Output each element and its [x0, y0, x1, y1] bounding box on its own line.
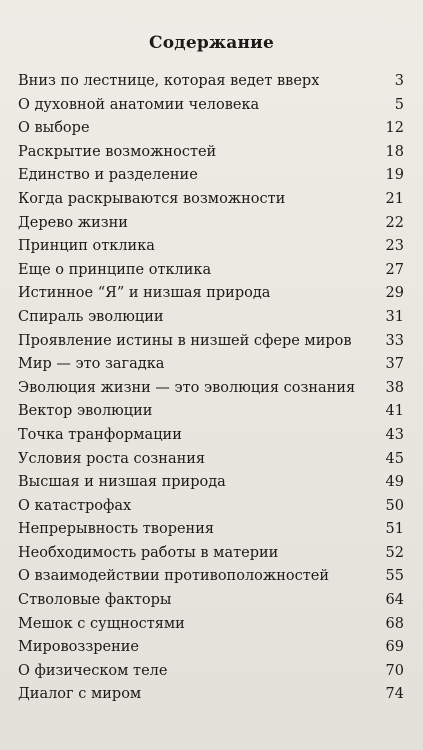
- toc-entry-page: 45: [385, 450, 404, 467]
- toc-entry: [18, 542, 404, 566]
- toc-entry: [18, 259, 404, 283]
- toc-entry-title: Вектор эволюции: [18, 403, 153, 420]
- toc-entry-page: 69: [385, 639, 404, 656]
- toc-entry-title: Стволовые факторы: [18, 592, 172, 609]
- toc-entry-title: Условия роста сознания: [18, 450, 206, 467]
- toc-entry: [18, 636, 404, 660]
- toc-entry-page: 12: [385, 120, 404, 137]
- toc-entry-title: Высшая и низшая природа: [18, 474, 226, 491]
- toc-entry: [18, 235, 404, 259]
- toc-entry: [18, 117, 404, 141]
- toc-entry: [18, 94, 404, 118]
- toc-entry-page: 43: [385, 426, 404, 443]
- toc-entry: [18, 495, 404, 519]
- page-title: Содержание: [149, 33, 274, 53]
- toc-entry-title: Эволюция жизни — это эволюция сознания: [18, 379, 356, 396]
- table-of-contents: [18, 70, 404, 707]
- toc-entry-title: Дерево жизни: [18, 214, 128, 231]
- toc-entry: [18, 306, 404, 330]
- toc-entry-title: Когда раскрываются возможности: [18, 190, 286, 207]
- toc-entry-title: Принцип отклика: [18, 238, 155, 255]
- toc-entry-title: Непрерывность творения: [18, 521, 215, 538]
- toc-entry-page: 3: [394, 73, 404, 89]
- toc-entry-title: Еще о принципе отклика: [18, 261, 212, 278]
- toc-entry: [18, 70, 404, 94]
- toc-entry-title: Диалог с миром: [18, 686, 142, 703]
- toc-entry: [18, 613, 404, 637]
- toc-entry-page: 31: [385, 308, 404, 325]
- toc-entry-title: Проявление истины в низшей сфере миров: [18, 332, 352, 349]
- toc-entry: [18, 330, 404, 354]
- toc-entry: [18, 377, 404, 401]
- toc-entry: [18, 565, 404, 589]
- toc-entry-page: 52: [385, 544, 404, 561]
- toc-entry-title: Истинное “Я” и низшая природа: [18, 285, 271, 302]
- toc-entry-page: 27: [385, 261, 404, 278]
- toc-entry-page: 49: [385, 474, 404, 491]
- toc-entry-title: Вниз по лестнице, которая ведет вверх: [18, 73, 320, 89]
- toc-entry-title: Единство и разделение: [18, 167, 198, 184]
- toc-entry-page: 37: [385, 356, 404, 373]
- toc-entry-page: 41: [385, 403, 404, 420]
- toc-entry-title: Мировоззрение: [18, 639, 140, 656]
- toc-entry: [18, 448, 404, 472]
- toc-entry-title: Спираль эволюции: [18, 308, 164, 325]
- toc-entry-page: 38: [385, 379, 404, 396]
- toc-entry: [18, 164, 404, 188]
- toc-entry-page: 19: [385, 167, 404, 184]
- toc-entry: [18, 353, 404, 377]
- toc-entry: [18, 424, 404, 448]
- toc-entry-page: 5: [394, 96, 404, 113]
- toc-entry-title: Точка транформации: [18, 426, 182, 443]
- toc-entry-page: 68: [385, 615, 404, 632]
- toc-entry-page: 18: [385, 143, 404, 160]
- toc-entry: [18, 589, 404, 613]
- toc-entry-title: О взаимодействии противоположностей: [18, 568, 330, 585]
- toc-entry-page: 74: [385, 686, 404, 703]
- toc-entry-title: О выборе: [18, 120, 90, 137]
- toc-entry-title: Мир — это загадка: [18, 356, 165, 373]
- toc-entry: [18, 471, 404, 495]
- toc-entry-page: 64: [385, 592, 404, 609]
- toc-entry: [18, 660, 404, 684]
- toc-entry: [18, 400, 404, 424]
- toc-entry-title: О физическом теле: [18, 662, 168, 679]
- toc-entry: [18, 141, 404, 165]
- toc-entry-title: Необходимость работы в материи: [18, 544, 279, 561]
- toc-entry-page: 50: [385, 497, 404, 514]
- toc-entry-page: 22: [385, 214, 404, 231]
- toc-entry: [18, 683, 404, 707]
- toc-entry-title: Раскрытие возможностей: [18, 143, 217, 160]
- toc-entry-title: О духовной анатомии человека: [18, 96, 260, 113]
- toc-entry-title: Мешок с сущностями: [18, 615, 185, 632]
- toc-entry-page: 55: [385, 568, 404, 585]
- toc-entry-page: 33: [385, 332, 404, 349]
- toc-entry-page: 21: [385, 190, 404, 207]
- toc-entry: [18, 188, 404, 212]
- toc-entry: [18, 212, 404, 236]
- toc-entry-page: 51: [385, 521, 404, 538]
- toc-entry: [18, 282, 404, 306]
- toc-entry-page: 70: [385, 662, 404, 679]
- toc-entry-page: 23: [385, 238, 404, 255]
- toc-entry: [18, 518, 404, 542]
- toc-entry-page: 29: [385, 285, 404, 302]
- toc-entry-title: О катастрофах: [18, 497, 132, 514]
